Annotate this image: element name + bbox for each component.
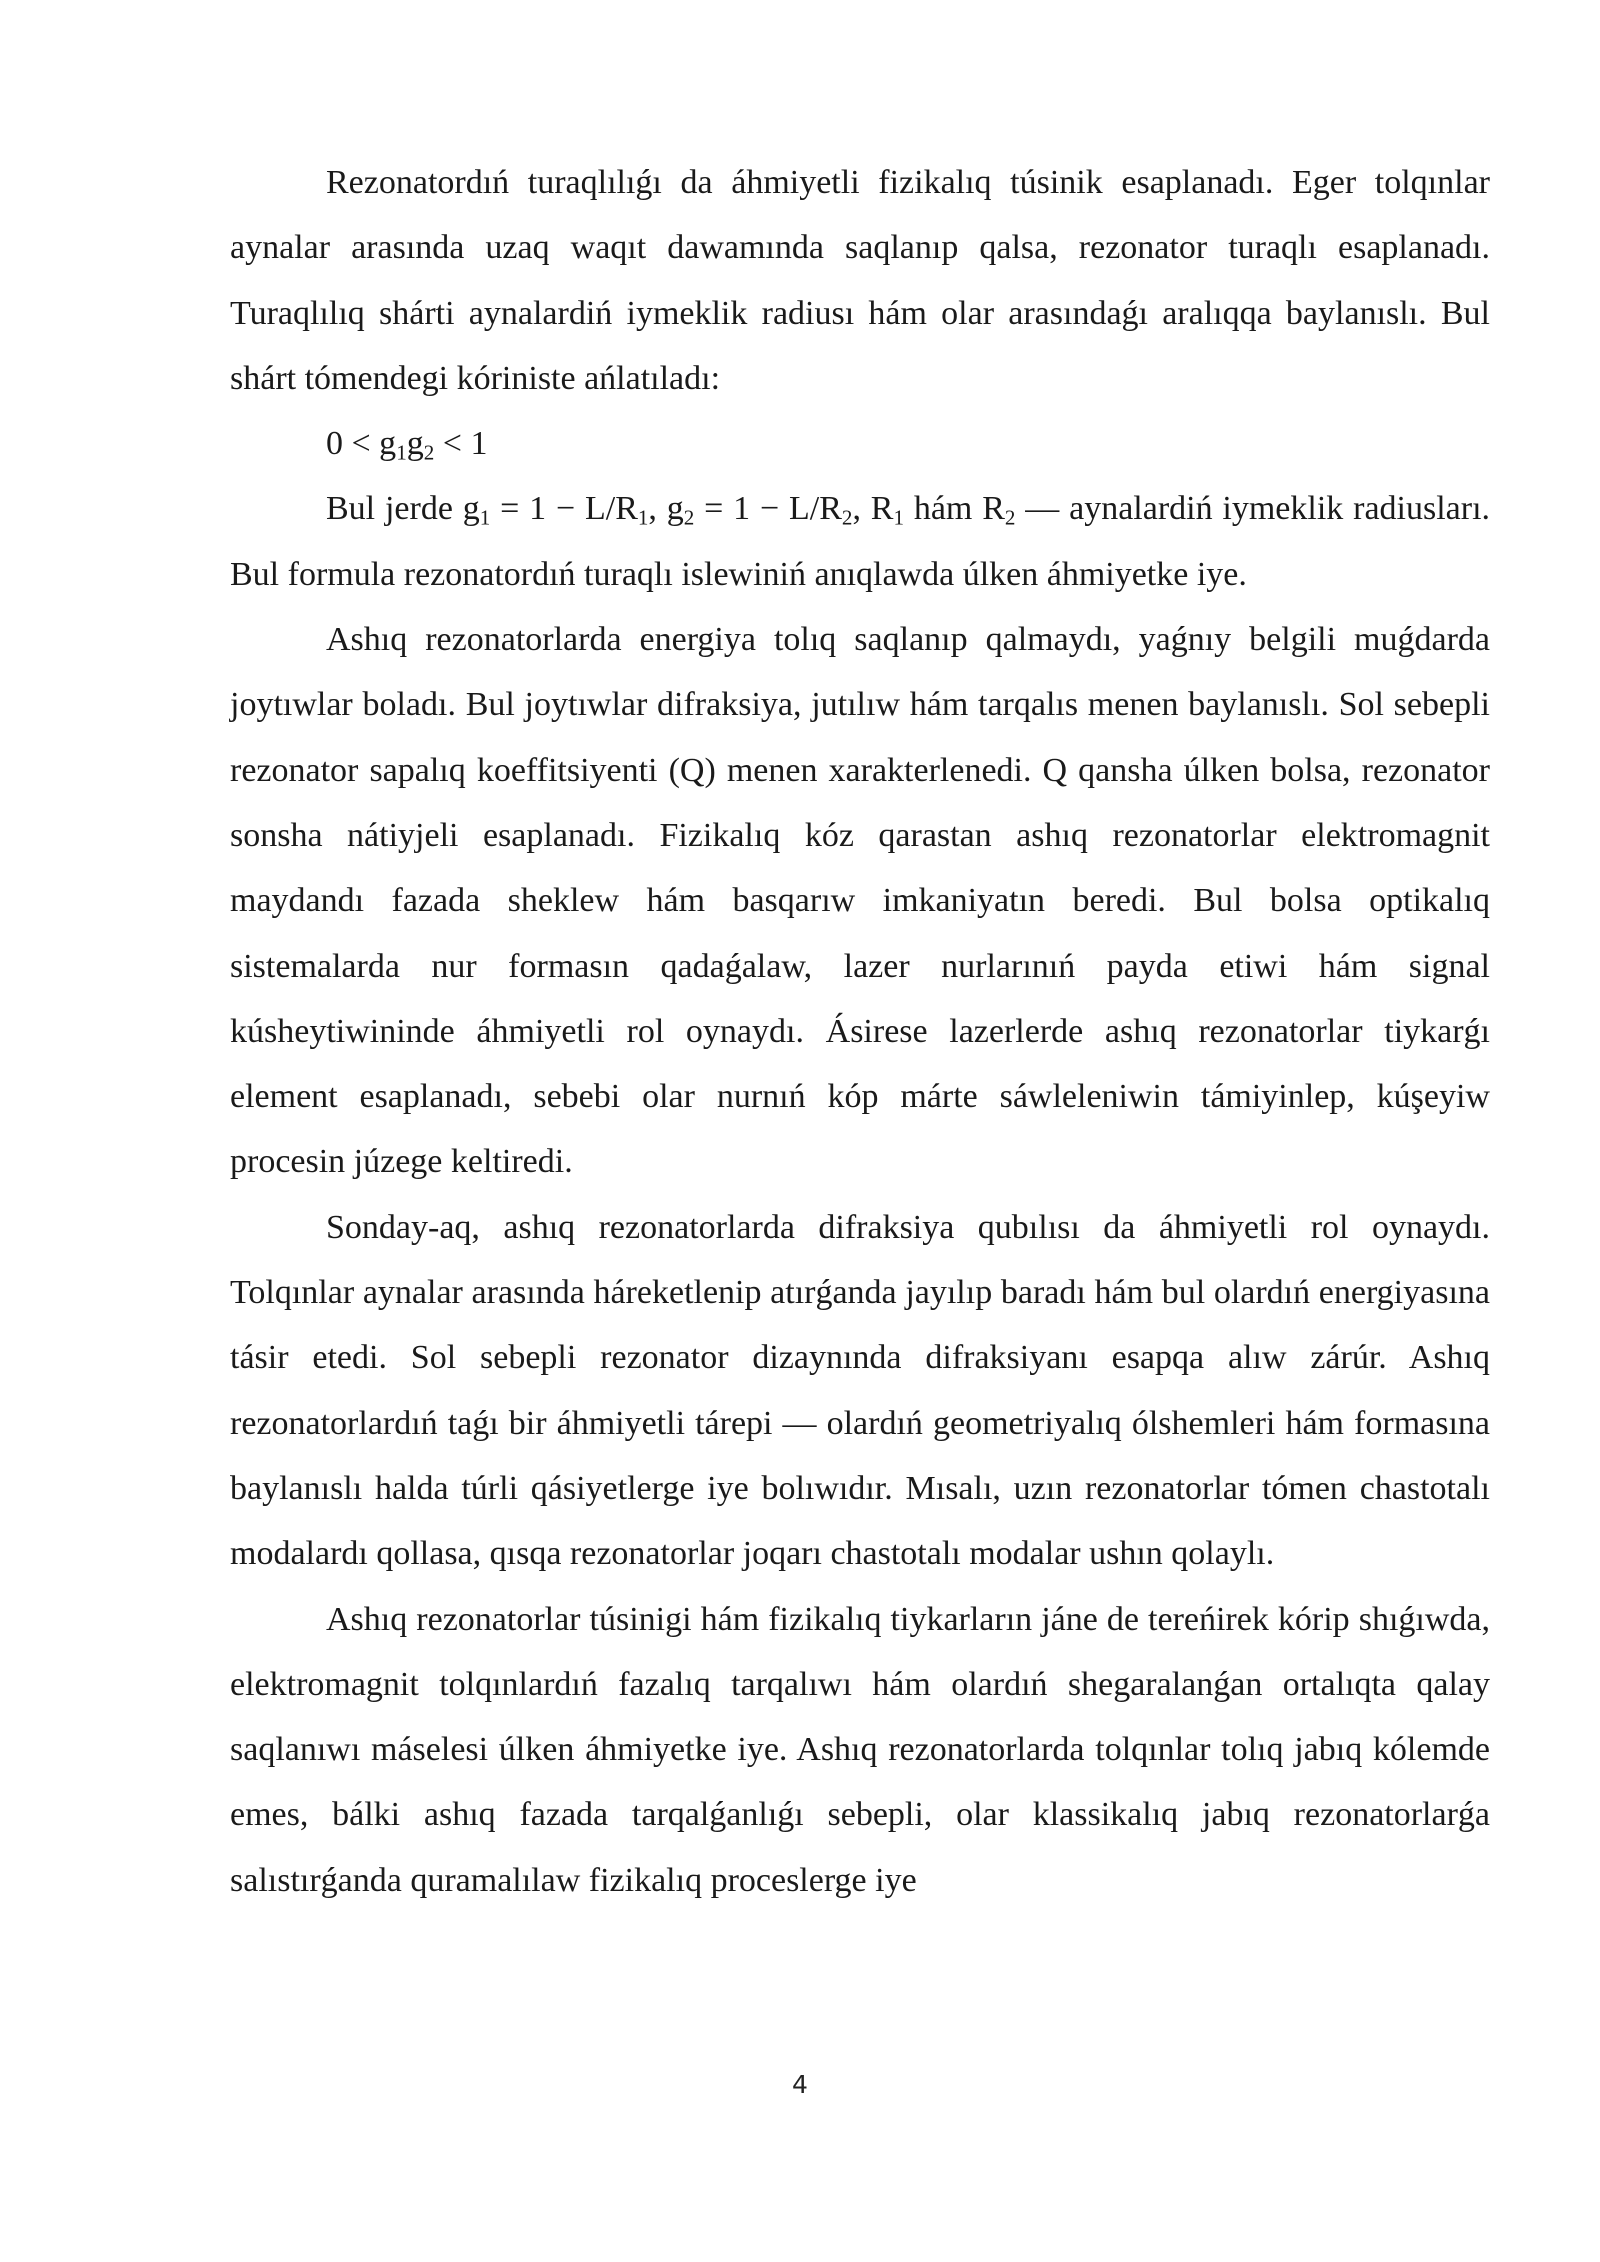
def-sub-5: 1 — [893, 505, 904, 530]
def-text-2: = 1 − L/R — [490, 490, 638, 528]
formula-sub-1: 1 — [396, 440, 407, 465]
def-sub-6: 2 — [1004, 505, 1016, 530]
formula-lead: 0 < g — [326, 425, 397, 463]
paragraph-open-resonators: Ashıq rezonatorlar túsinigi hám fizikalıq tiykarların jáne de tereńirek kórip shıǵıwda, elektromagnit tolqınlardıń fazalıq tarqalıwı hám olardıń shegaralanǵan ortalıqta qalay saqlanıwı máselesi úlken áhmiyetke iye. Ashıq rezonatorlarda tolqınlar tolıq jabıq kólemde emes, bálki ashıq fazada tarqalǵanlıǵı sebepli, olar klassikalıq jabıq rezonatorlarǵa salıstırǵanda quramalılaw fizikalıq proceslerge iye — [230, 1600, 1490, 1899]
def-text-3: , g — [648, 490, 684, 528]
formula-trail: < 1 — [434, 425, 488, 463]
def-sub-3: 2 — [683, 505, 695, 530]
def-sub-4: 2 — [841, 505, 853, 530]
paragraph-stability: Rezonatordıń turaqlılıǵı da áhmiyetli fizikalıq túsinik esaplanadı. Eger tolqınlar aynalar arasında uzaq waqıt dawamında saqlanıp qalsa, rezonator turaqlı esaplanadı. Turaqlılıq shárti aynalardiń iymeklik radiusı hám olar arasındaǵı aralıqqa baylanıslı. Bul shárt tómendegi kóriniste ańlatıladı: — [230, 164, 1490, 397]
page-number: 4 — [792, 2070, 808, 2099]
def-text-1: Bul jerde g — [326, 490, 480, 528]
text-body — [230, 150, 1490, 1913]
def-sub-2: 1 — [637, 505, 649, 530]
formula-sub-2: 2 — [423, 440, 435, 465]
def-text-5: , R — [852, 490, 894, 528]
def-text-4: = 1 − L/R — [694, 490, 842, 528]
formula-g: g — [406, 425, 424, 463]
paragraph-losses: Ashıq rezonatorlarda energiya tolıq saqlanıp qalmaydı, yaǵnıy belgili muǵdarda joytıwlar boladı. Bul joytıwlar difraksiya, jutılıw hám tarqalıs menen baylanıslı. Sol sebepli rezonator sapalıq koeffitsiyenti (Q) menen xarakterlenedi. Q qansha úlken bolsa, rezonator sonsha nátiyjeli esaplanadı. Fizikalıq kóz qarastan ashıq rezonatorlar elektromagnit maydandı fazada sheklew hám basqarıw imkaniyatın beredi. Bul bolsa optikalıq sistemalarda nur formasın qadaǵalaw, lazer nurlarınıń payda etiwi hám signal kúsheytiwininde áhmiyetli rol oynaydı. Ásirese lazerlerde ashıq rezonatorlar tiykarǵı element esaplanadı, sebebi olar nurnıń kóp márte sáwleleniwin támiyinlep, kúşeyiw procesin júzege keltiredi. — [230, 621, 1490, 1181]
def-text-7: — aynalardiń iymeklik radiusları. Bul formula rezonatordıń turaqlı islewiniń anıqlawda úlken áhmiyetke iye. — [230, 490, 1491, 593]
stability-formula — [230, 411, 1490, 476]
paragraph-definitions — [230, 476, 1490, 607]
def-sub-1: 1 — [479, 505, 491, 530]
paragraph-diffraction: Sonday-aq, ashıq rezonatorlarda difraksiya qubılısı da áhmiyetli rol oynaydı. Tolqınlar aynalar arasında háreketlenip atırǵanda jayılıp baradı hám bul olardıń energiyasına tásir etedi. Sol sebepli rezonator dizaynında difraksiyanı esapqa alıw zárúr. Ashıq rezonatorlardıń taǵı bir áhmiyetli tárepi — olardıń geometriyalıq ólshemleri hám formasına baylanıslı halda túrli qásiyetlerge iye bolıwıdır. Mısalı, uzın rezonatorlar tómen chastotalı modalardı qollasa, qısqa rezonatorlar joqarı chastotalı modalar ushın qolaylı. — [230, 1208, 1490, 1573]
def-text-6: hám R — [904, 490, 1005, 528]
